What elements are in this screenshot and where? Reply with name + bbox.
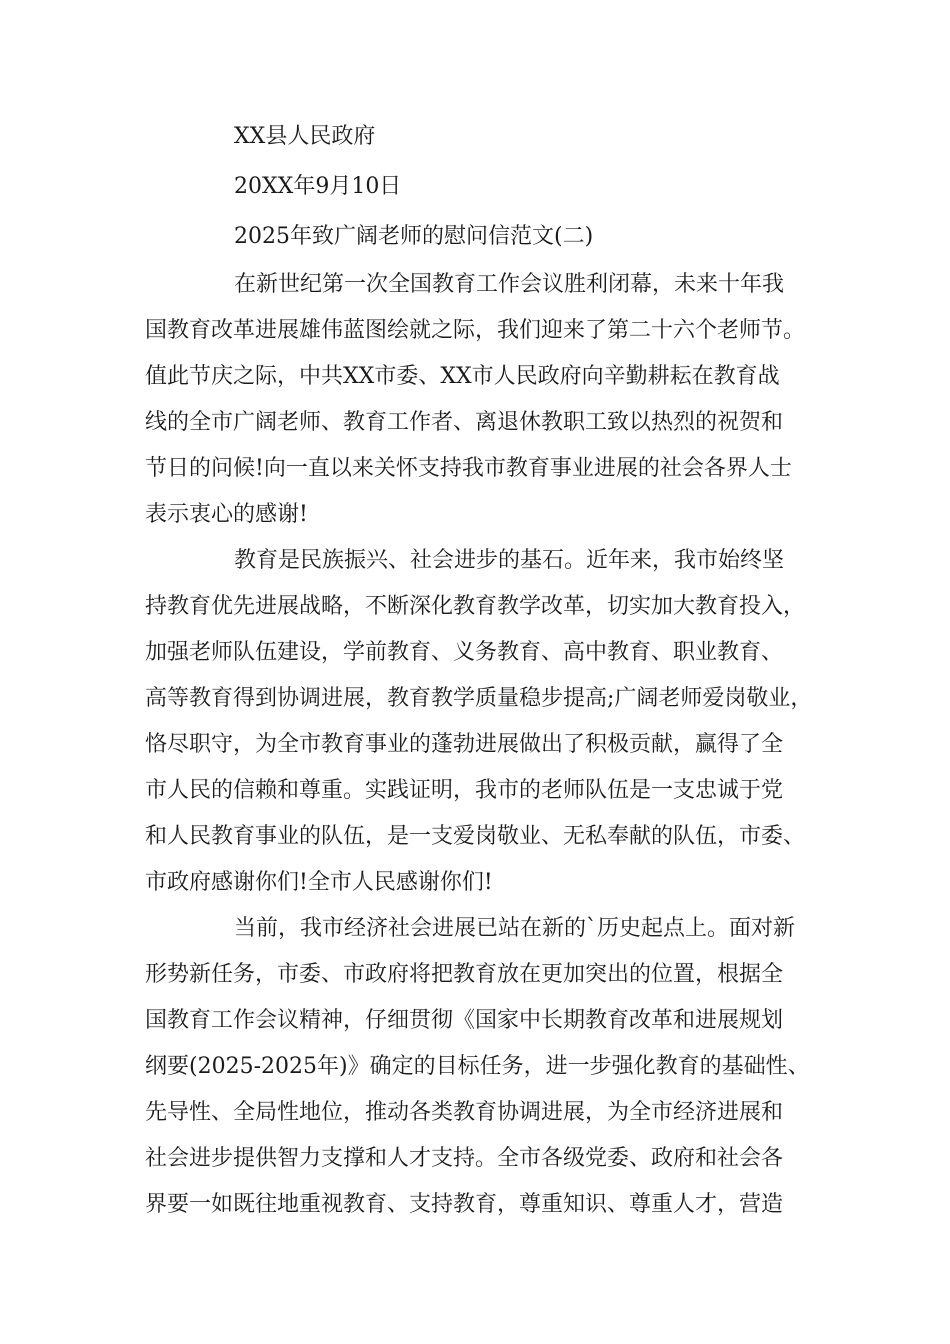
paragraph-1-line: 线的全市广阔老师、教育工作者、离退休教职工致以热烈的祝贺和 (145, 410, 784, 435)
paragraph-3-line: 当前，我市经济社会进展已站在新的`历史起点上。面对新 (234, 916, 796, 941)
letter-title: 2025年致广阔老师的慰问信范文(二) (234, 224, 594, 249)
paragraph-2-line: 加强老师队伍建设，学前教育、义务教育、高中教育、职业教育、 (145, 640, 784, 665)
paragraph-2-line: 市政府感谢你们!全市人民感谢你们! (145, 870, 493, 895)
sender-org: XX县人民政府 (234, 124, 376, 149)
paragraph-2-line: 教育是民族振兴、社会进步的基石。近年来，我市始终坚 (234, 548, 785, 573)
paragraph-2-line: 和人民教育事业的队伍，是一支爱岗敬业、无私奉献的队伍，市委、 (145, 824, 806, 849)
paragraph-3-line: 国教育工作会议精神，仔细贯彻《国家中长期教育改革和进展规划 (145, 1008, 784, 1033)
paragraph-2-line: 恪尽职守，为全市教育事业的蓬勃进展做出了积极贡献，赢得了全 (145, 732, 784, 757)
paragraph-1-line: 节日的问候!向一直以来关怀支持我市教育事业进展的社会各界人士 (145, 456, 792, 481)
paragraph-1-line: 表示衷心的感谢! (145, 502, 308, 527)
paragraph-1-line: 值此节庆之际，中共XX市委、XX市人民政府向辛勤耕耘在教育战 (145, 364, 780, 389)
paragraph-1-line: 在新世纪第一次全国教育工作会议胜利闭幕，未来十年我 (234, 272, 785, 297)
paragraph-2-line: 市人民的信赖和尊重。实践证明，我市的老师队伍是一支忠诚于党 (145, 778, 784, 803)
paragraph-3-line: 先导性、全局性地位，推动各类教育协调进展，为全市经济进展和 (145, 1100, 784, 1125)
paragraph-3-line: 纲要(2025-2025年)》确定的目标任务，进一步强化教育的基础性、 (145, 1054, 810, 1079)
letter-date: 20XX年9月10日 (234, 174, 402, 199)
paragraph-3-line: 形势新任务，市委、市政府将把教育放在更加突出的位置，根据全 (145, 962, 784, 987)
paragraph-3-line: 界要一如既往地重视教育、支持教育，尊重知识、尊重人才，营造 (145, 1192, 784, 1217)
paragraph-3-line: 社会进步提供智力支撑和人才支持。全市各级党委、政府和社会各 (145, 1146, 784, 1171)
paragraph-2-line: 高等教育得到协调进展，教育教学质量稳步提高;广阔老师爱岗敬业， (145, 686, 813, 711)
paragraph-1-line: 国教育改革进展雄伟蓝图绘就之际，我们迎来了第二十六个老师节。 (145, 318, 806, 343)
paragraph-2-line: 持教育优先进展战略，不断深化教育教学改革，切实加大教育投入， (145, 594, 806, 619)
